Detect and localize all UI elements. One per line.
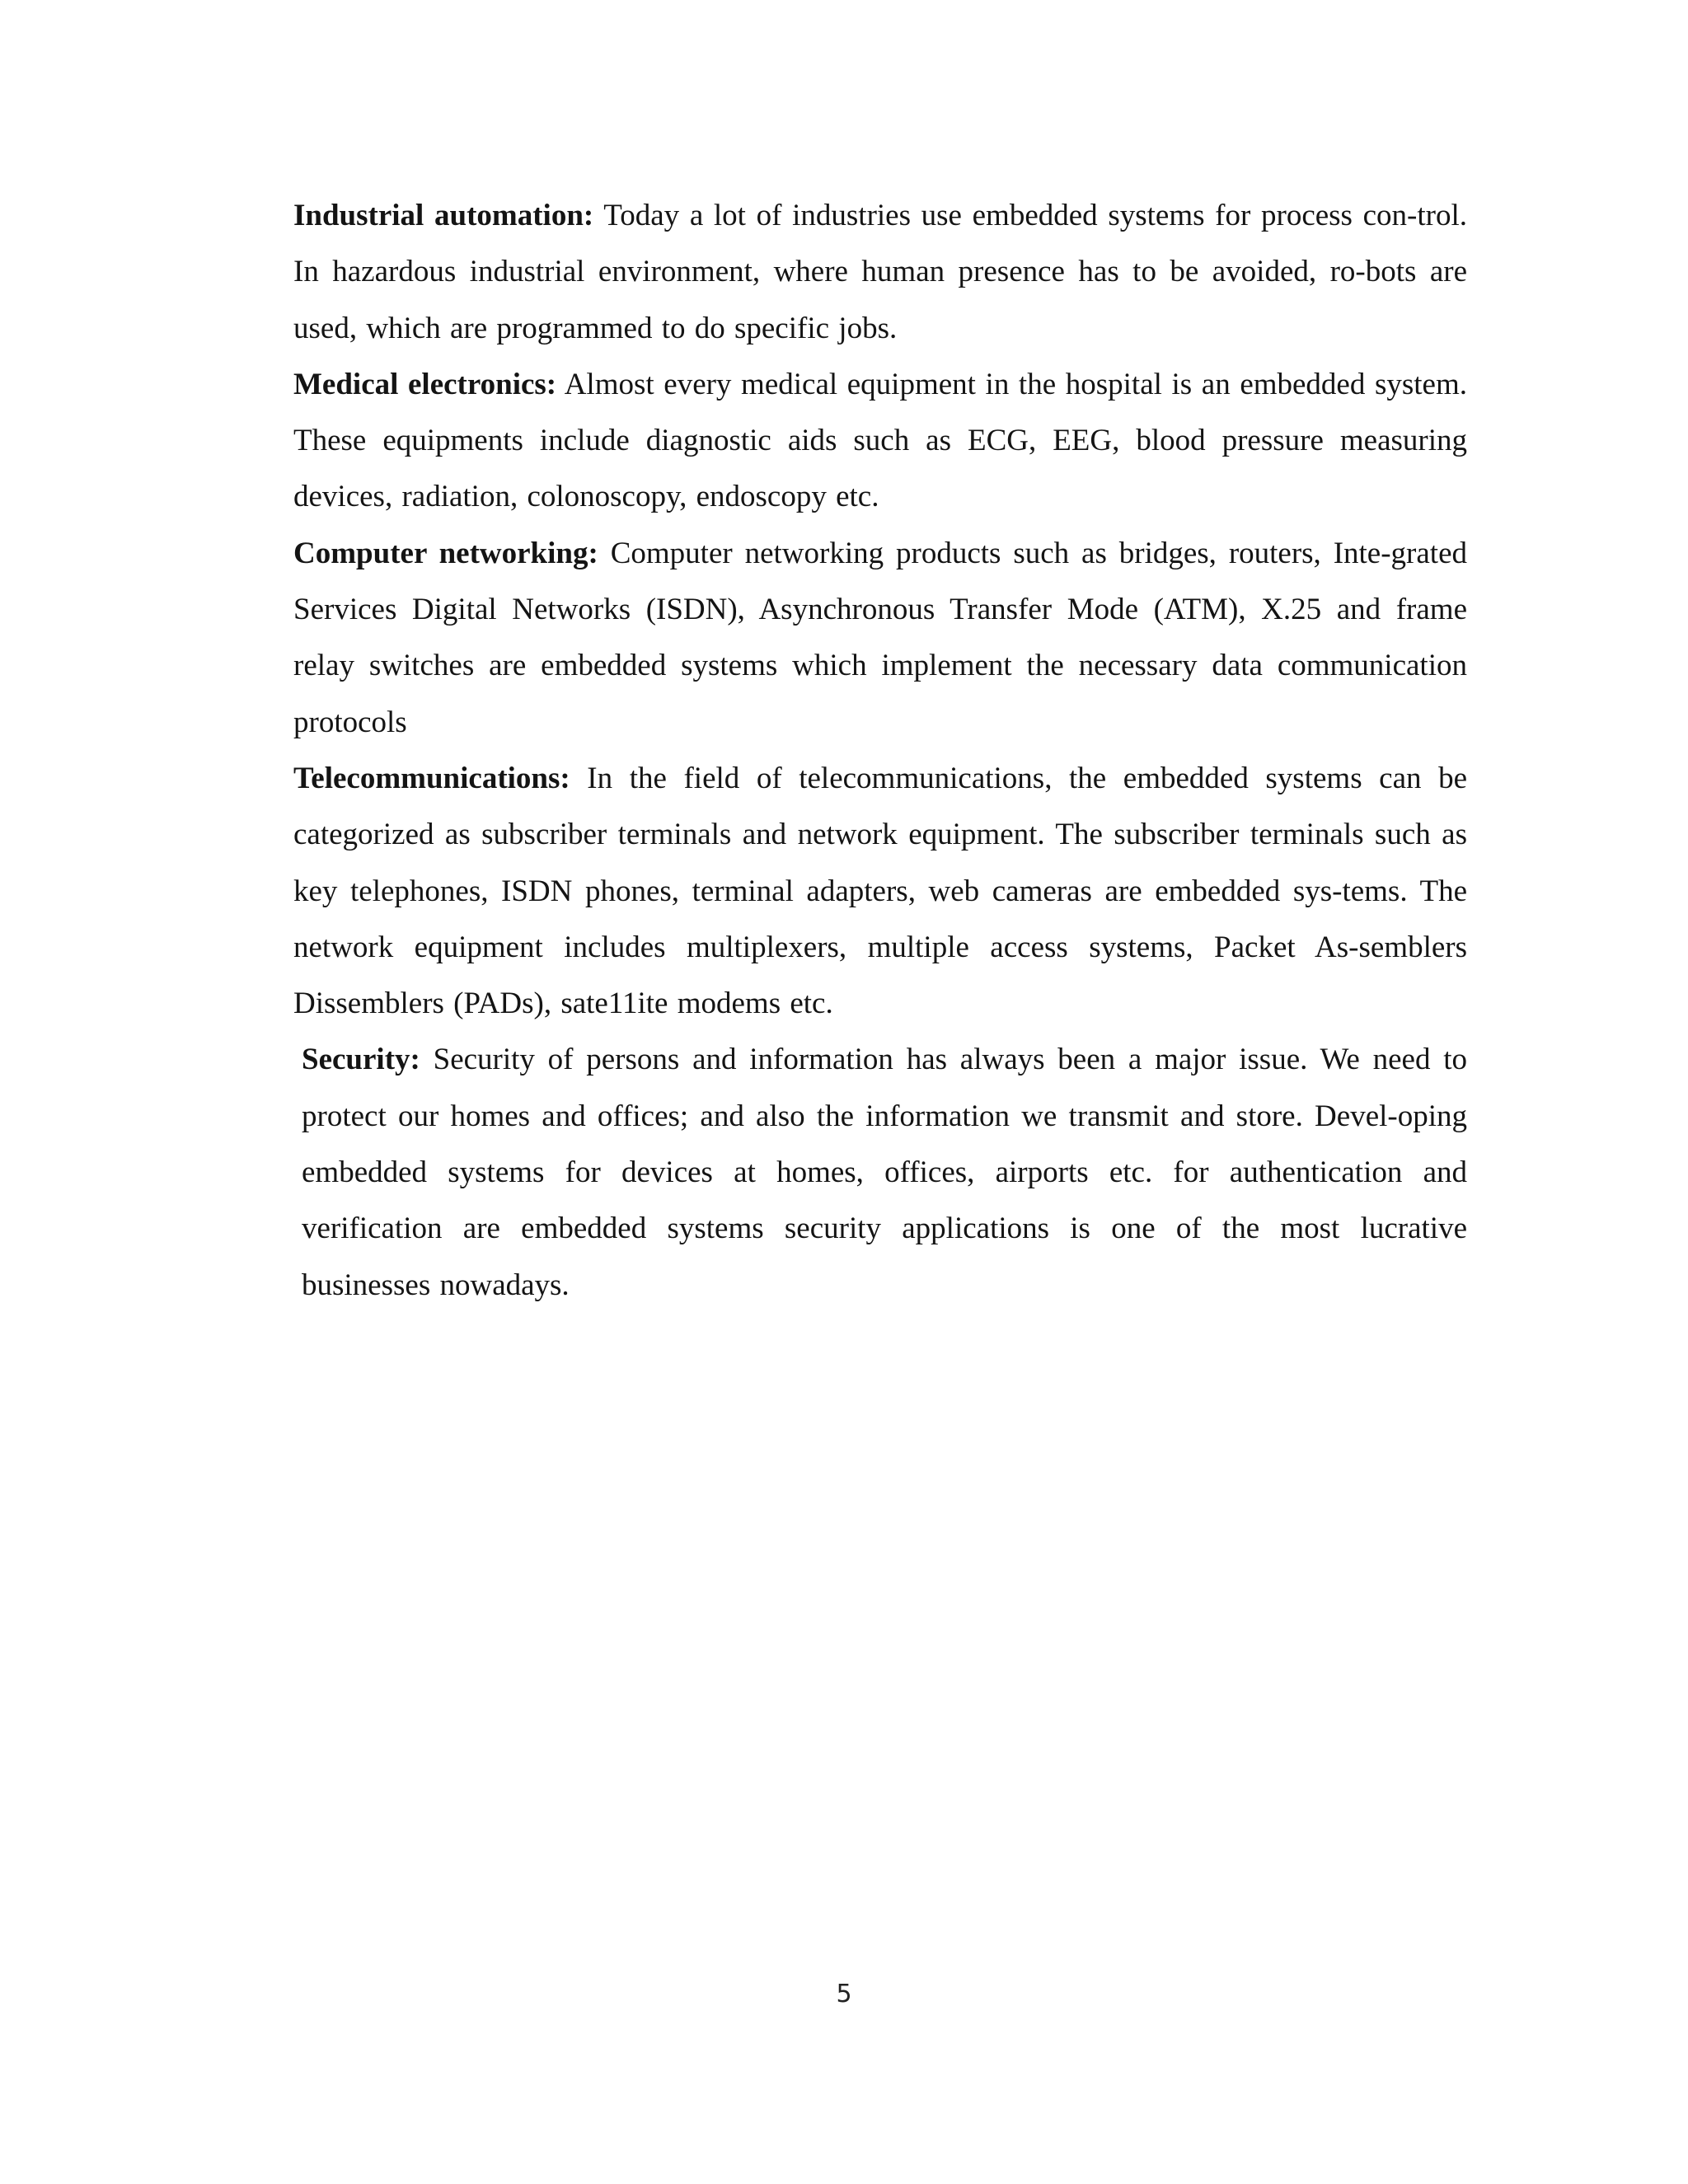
paragraph-medical-electronics bbox=[293, 357, 1467, 526]
text-industrial-automation: Today a lot of industries use embedded systems for process con-trol. In hazardous industrial environment, where human presence has to be avoided, ro-bots are used, which are programmed to do specific jobs. bbox=[293, 199, 1467, 345]
term-computer-networking: Computer networking: bbox=[293, 536, 598, 570]
paragraph-industrial-automation bbox=[293, 188, 1467, 357]
term-industrial-automation: Industrial automation: bbox=[293, 199, 594, 232]
text-telecommunications: In the field of telecommunications, the embedded systems can be categorized as subscriber terminals and network equipment. The subscriber terminals such as key telephones, ISDN phones, terminal adapters, web cameras are embedded sys-tems. The network equipment includes multiplexers, multiple access systems, Packet As-semblers Dissemblers (PADs), sate11ite modems etc. bbox=[293, 761, 1467, 1021]
term-telecommunications: Telecommunications: bbox=[293, 761, 570, 795]
paragraph-security bbox=[293, 1032, 1467, 1313]
term-medical-electronics: Medical electronics: bbox=[293, 367, 557, 401]
paragraph-computer-networking bbox=[293, 526, 1467, 751]
term-security: Security: bbox=[302, 1043, 420, 1077]
text-medical-electronics: Almost every medical equipment in the hospital is an embedded system. These equipments include diagnostic aids such as ECG, EEG, blood pressure measuring devices, radiation, colonoscopy, endoscopy etc. bbox=[293, 367, 1467, 514]
page-number: 5 bbox=[836, 1980, 852, 2008]
paragraph-telecommunications bbox=[293, 751, 1467, 1032]
body-text bbox=[293, 188, 1467, 1314]
text-computer-networking: Computer networking products such as bridges, routers, Inte-grated Services Digital Networks (ISDN), Asynchronous Transfer Mode (ATM), X.25 and frame relay switches are embedded systems which implement the necessary data communication protocols bbox=[293, 536, 1467, 739]
text-security: Security of persons and information has always been a major issue. We need to protect our homes and offices; and also the information we transmit and store. Devel-oping embedded systems for devices at homes, offices, airports etc. for authentication and verification are embedded systems security applications is one of the most lucrative businesses nowadays. bbox=[302, 1043, 1467, 1302]
